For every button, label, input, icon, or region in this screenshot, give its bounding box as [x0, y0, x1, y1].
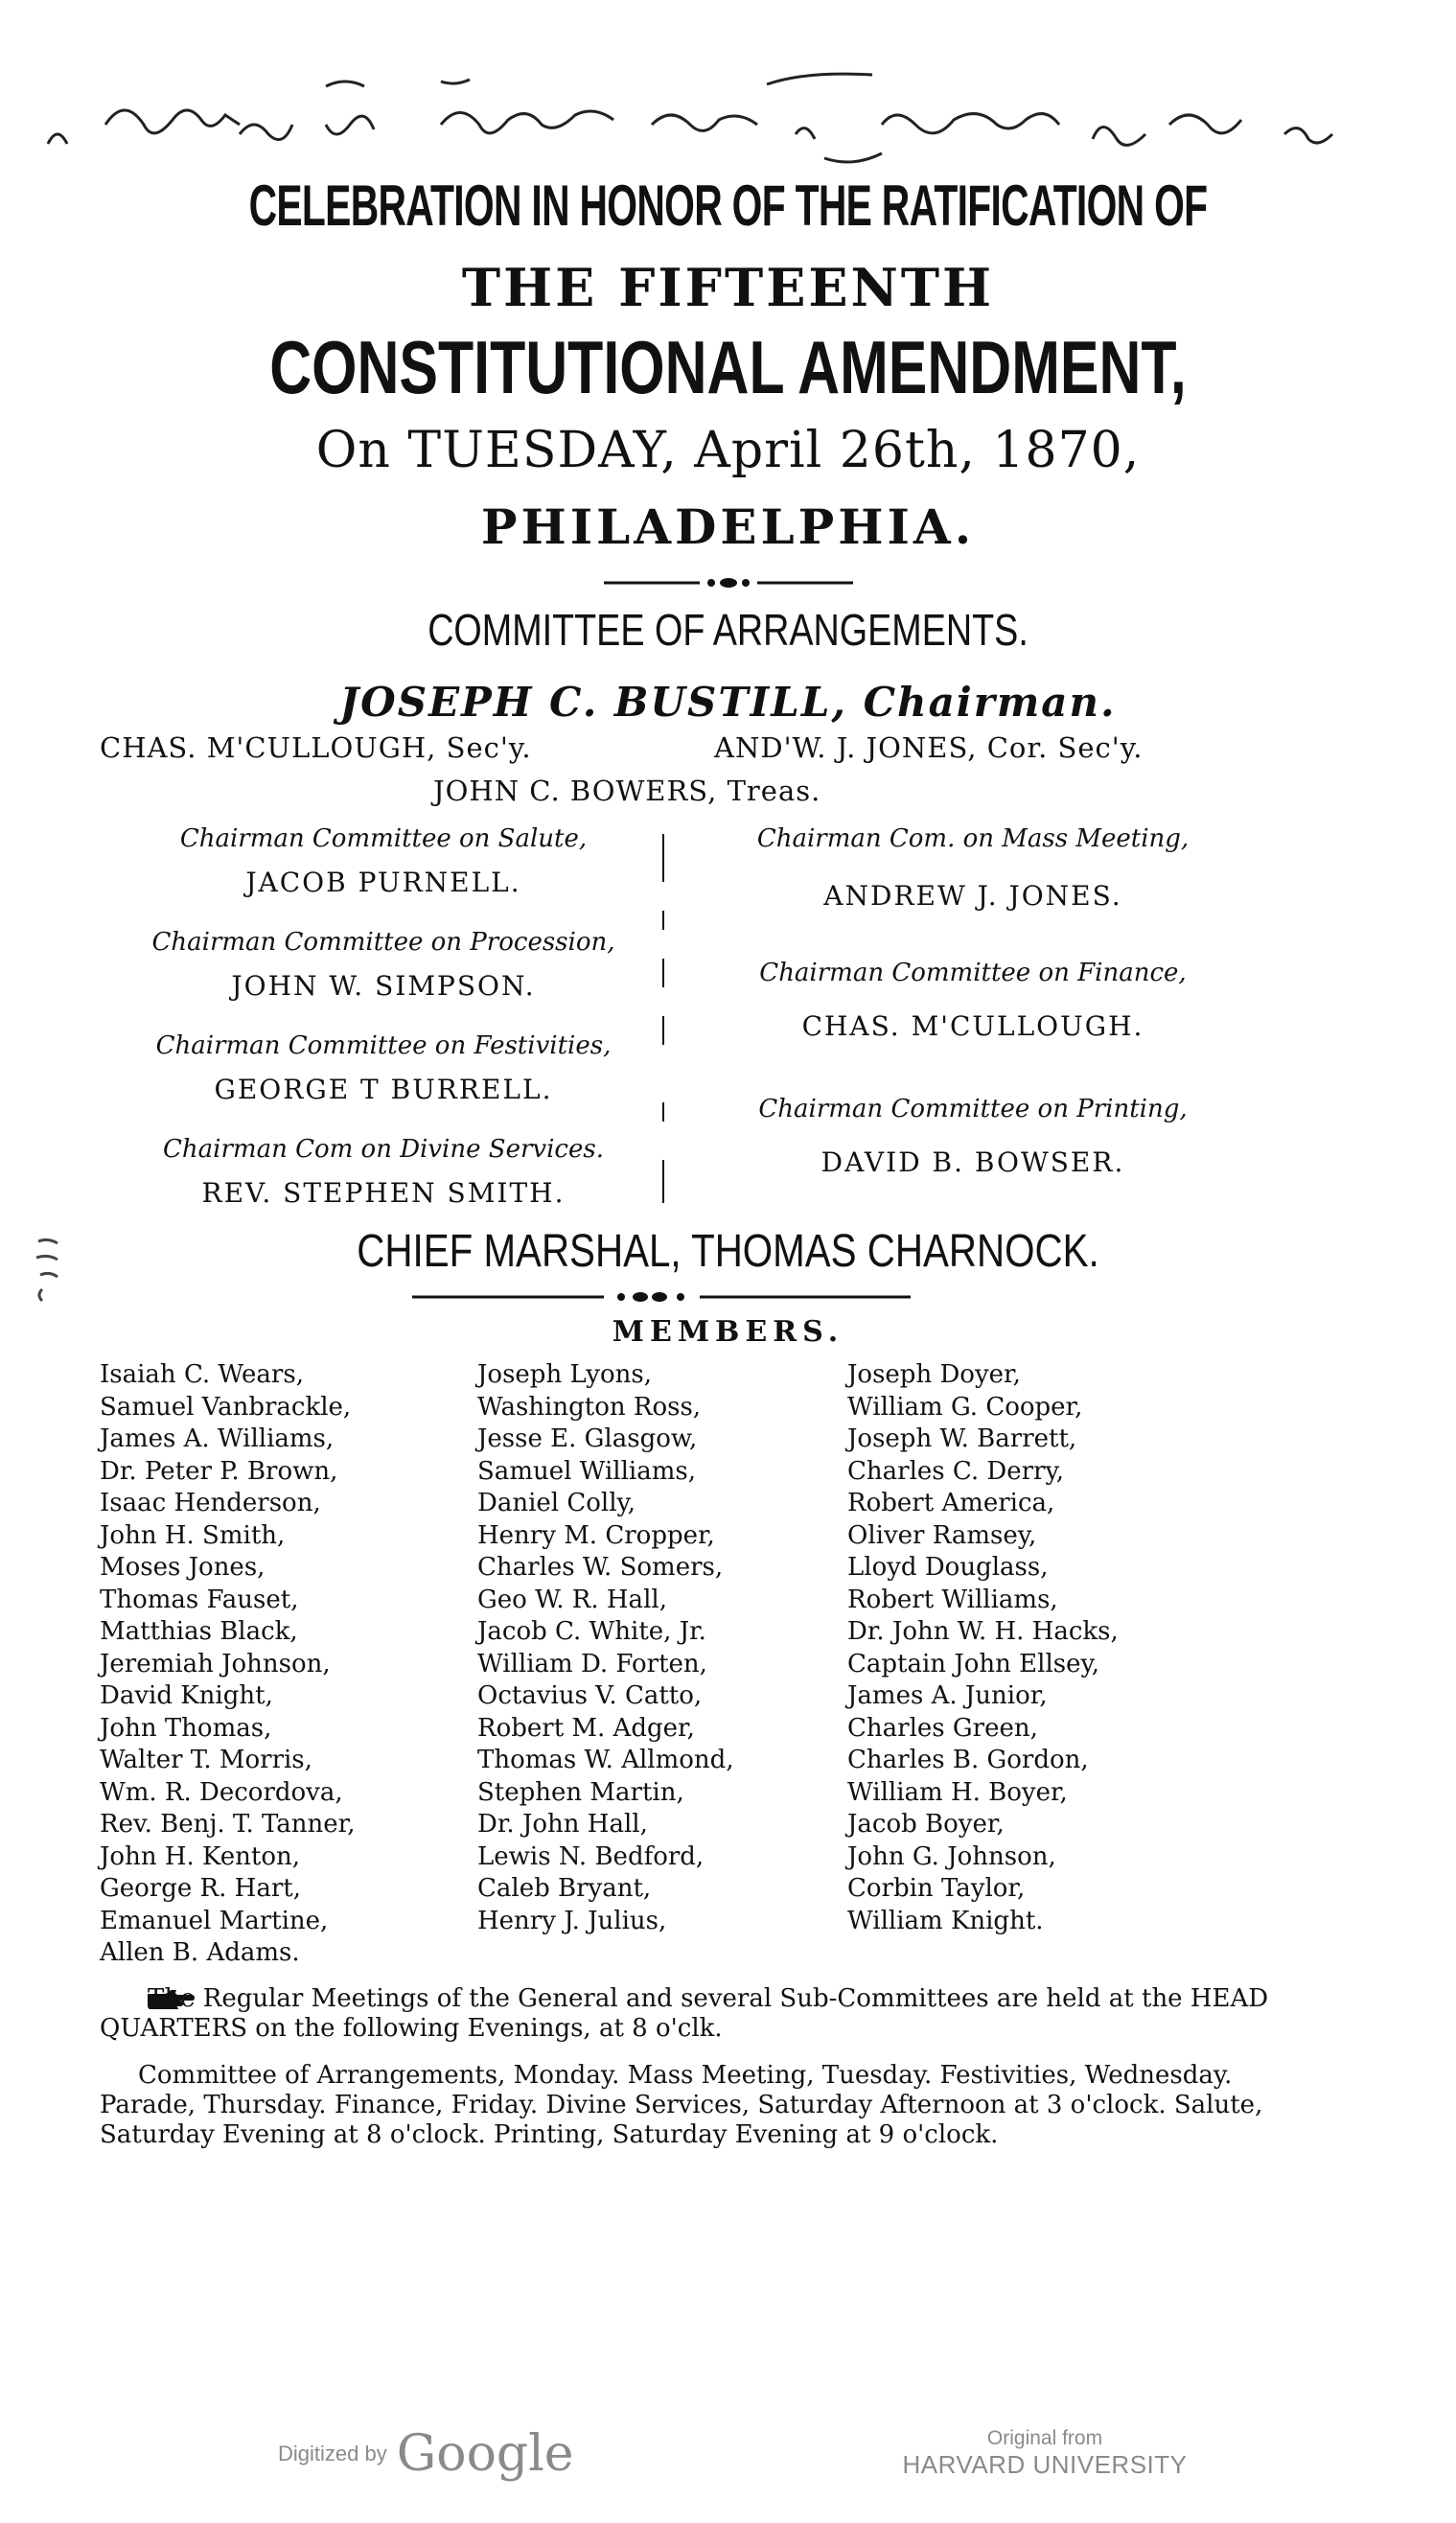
member-name: Dr. Peter P. Brown,	[100, 1456, 338, 1486]
member-name: Dr. John Hall,	[477, 1810, 648, 1839]
event-date: On TUESDAY, April 26th, 1870,	[315, 422, 1141, 479]
sub-chair-name: JOHN W. SIMPSON.	[231, 970, 536, 1002]
sub-chair-name: GEORGE T BURRELL.	[214, 1074, 553, 1105]
sub-chair-name: JACOB PURNELL.	[245, 867, 521, 898]
member-name: Emanuel Martine,	[100, 1906, 329, 1935]
member-name: Charles W. Somers,	[477, 1553, 724, 1582]
member-name: Charles B. Gordon,	[847, 1746, 1089, 1774]
member-name: Thomas W. Allmond,	[477, 1746, 734, 1774]
committee-chairman: JOSEPH C. BUSTILL, Chairman.	[339, 679, 1117, 726]
member-name: Jesse E. Glasgow,	[477, 1424, 698, 1453]
member-name: Henry M. Cropper,	[477, 1520, 715, 1550]
member-name: Octavius V. Catto,	[477, 1681, 703, 1710]
sub-chair-role: Chairman Com. on Mass Meeting,	[756, 824, 1190, 853]
member-name: Rev. Benj. T. Tanner,	[100, 1810, 356, 1839]
sub-chair-role: Chairman Committee on Procession,	[151, 928, 615, 957]
member-name: Captain John Ellsey,	[847, 1649, 1099, 1678]
member-name: John H. Smith,	[100, 1520, 286, 1550]
committee-title: COMMITTEE OF ARRANGEMENTS.	[428, 605, 1028, 655]
member-name: Jacob Boyer,	[847, 1810, 1005, 1839]
sub-chair-entry	[96, 1135, 671, 1209]
member-name: William Knight.	[847, 1906, 1044, 1935]
member-name: Matthias Black,	[100, 1617, 298, 1646]
original-from-label: Original from	[986, 2427, 1103, 2449]
member-name: Robert America,	[847, 1489, 1055, 1517]
heading-line-3: CONSTITUTIONAL AMENDMENT,	[269, 325, 1187, 409]
sub-chair-entry	[685, 959, 1260, 1042]
google-logo: Google	[396, 2425, 574, 2483]
heading-line-1: CELEBRATION IN HONOR OF THE RATIFICATION OF	[248, 174, 1208, 238]
sub-chair-entry	[96, 824, 671, 898]
member-name: Lewis N. Bedford,	[477, 1841, 705, 1871]
member-name: Lloyd Douglass,	[847, 1553, 1049, 1582]
member-name: James A. Junior,	[847, 1681, 1048, 1710]
member-name: Geo W. R. Hall,	[477, 1585, 667, 1614]
member-name: Charles C. Derry,	[847, 1456, 1064, 1486]
sub-chair-role: Chairman Committee on Finance,	[759, 959, 1187, 987]
member-name: Walter T. Morris,	[100, 1746, 312, 1774]
member-name: Corbin Taylor,	[847, 1874, 1026, 1903]
member-name: William D. Forten,	[477, 1649, 707, 1678]
handwritten-annotation	[38, 67, 1399, 173]
sub-chair-entry	[685, 824, 1260, 912]
members-column-3	[847, 1359, 1119, 1937]
committee-treasurer: JOHN C. BOWERS, Treas.	[433, 775, 821, 807]
member-name: Allen B. Adams.	[100, 1938, 300, 1967]
member-name: Jeremiah Johnson,	[100, 1649, 331, 1678]
member-name: Charles Green,	[847, 1713, 1038, 1743]
meetings-schedule: Committee of Arrangements, Monday. Mass Meeting, Tuesday. Festivities, Wednesday. Parade, Thursday. Finance, Friday. Divine Services, Saturday Afternoon at 3 o'clock. Salute, Saturday Evening at 8 o'clock. Printing, Saturday Evening at 9 o'clock.	[100, 2061, 1263, 2149]
sub-chair-entry	[685, 1095, 1260, 1178]
chief-marshal: CHIEF MARSHAL, THOMAS CHARNOCK.	[357, 1226, 1099, 1277]
members-title: MEMBERS.	[612, 1315, 844, 1349]
event-city: PHILADELPHIA.	[480, 498, 976, 555]
member-name: Dr. John W. H. Hacks,	[847, 1617, 1119, 1646]
member-name: Jacob C. White, Jr.	[477, 1617, 706, 1646]
member-name: George R. Hart,	[100, 1874, 301, 1903]
member-name: William H. Boyer,	[847, 1777, 1068, 1807]
sub-chair-name: CHAS. M'CULLOUGH.	[801, 1010, 1144, 1042]
member-name: John Thomas,	[100, 1713, 272, 1743]
sub-chair-role: Chairman Committee on Salute,	[179, 824, 588, 853]
original-from-credit	[882, 2427, 1208, 2480]
member-name: Stephen Martin,	[477, 1777, 684, 1807]
sub-chair-name: ANDREW J. JONES.	[823, 880, 1122, 912]
member-name: Robert Williams,	[847, 1585, 1058, 1614]
member-name: Samuel Vanbrackle,	[100, 1392, 352, 1422]
ornamental-rule-bottom	[0, 1289, 1456, 1308]
member-name: Henry J. Julius,	[477, 1906, 667, 1935]
sub-chair-name: DAVID B. BOWSER.	[820, 1146, 1125, 1178]
institution-name: HARVARD UNIVERSITY	[902, 2450, 1188, 2479]
sub-chair-role: Chairman Com on Divine Services.	[163, 1135, 604, 1164]
member-name: Joseph W. Barrett,	[847, 1424, 1077, 1453]
member-name: William G. Cooper,	[847, 1392, 1083, 1422]
column-divider	[661, 824, 665, 1208]
member-name: Wm. R. Decordova,	[100, 1777, 343, 1807]
sub-chair-role: Chairman Committee on Printing,	[758, 1095, 1188, 1123]
member-name: Moses Jones,	[100, 1553, 266, 1582]
sub-chair-entry	[96, 928, 671, 1002]
digitized-by-label: Digitized by	[278, 2442, 387, 2465]
member-name: John H. Kenton,	[100, 1841, 301, 1871]
member-name: Joseph Lyons,	[477, 1360, 652, 1389]
heading-line-2: THE FIFTEENTH	[461, 257, 995, 318]
member-name: John G. Johnson,	[847, 1841, 1056, 1871]
members-column-2	[477, 1359, 734, 1937]
member-name: Daniel Colly,	[477, 1489, 636, 1517]
committee-cor-secretary: AND'W. J. JONES, Cor. Sec'y.	[714, 731, 1144, 764]
member-name: Joseph Doyer,	[847, 1360, 1021, 1389]
member-name: Isaiah C. Wears,	[100, 1360, 304, 1389]
sub-chair-entry	[96, 1031, 671, 1105]
members-column-1	[100, 1359, 356, 1970]
meetings-notice: The Regular Meetings of the General and several Sub-Committees are held at the HEAD QUARTERS on the following Evenings, at 8 o'clk.	[100, 1984, 1269, 2043]
member-name: David Knight,	[100, 1681, 273, 1710]
digitized-by-credit	[278, 2425, 574, 2483]
member-name: Isaac Henderson,	[100, 1489, 321, 1517]
member-name: Samuel Williams,	[477, 1456, 696, 1486]
member-name: Robert M. Adger,	[477, 1713, 695, 1743]
member-name: Thomas Fauset,	[100, 1585, 299, 1614]
sub-chair-role: Chairman Committee on Festivities,	[155, 1031, 612, 1060]
member-name: Washington Ross,	[477, 1392, 702, 1422]
member-name: James A. Williams,	[100, 1424, 335, 1453]
ornamental-rule-top	[0, 575, 1456, 594]
committee-secretary: CHAS. M'CULLOUGH, Sec'y.	[100, 731, 532, 764]
sub-chair-name: REV. STEPHEN SMITH.	[201, 1177, 566, 1209]
member-name: Oliver Ramsey,	[847, 1520, 1037, 1550]
member-name: Caleb Bryant,	[477, 1874, 652, 1903]
